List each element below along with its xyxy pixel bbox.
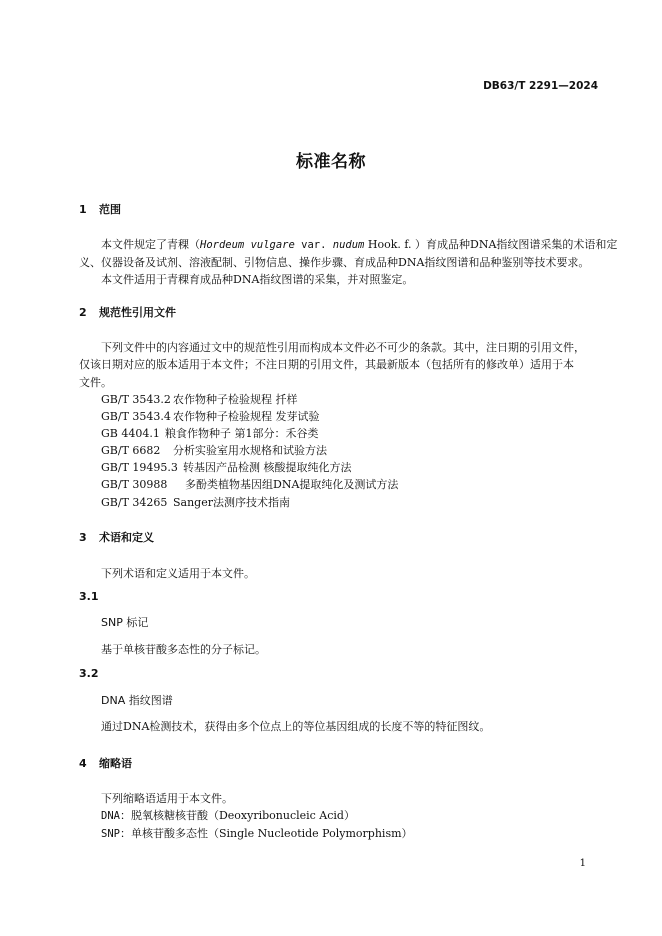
text-span: var. [294,239,333,251]
scope-paragraph-line-2: 义、仪器设备及试剂、溶液配制、引物信息、操作步骤、育成品种DNA指纹图谱和品种鉴别等技术要求。 [79,256,590,269]
references-paragraph-line-1: 下列文件中的内容通过文中的规范性引用而构成本文件必不可少的条款。其中，注日期的引用文件， [101,341,585,354]
abbreviation-meaning: ：脱氧核糖核苷酸（Deoxyribonucleic Acid） [119,809,355,822]
scope-paragraph-line-1 [101,236,617,252]
abbreviation: SNP [101,828,120,840]
reference-title: 农作物种子检验规程 发芽试验 [173,410,320,423]
reference-code: GB/T 3543.4 [101,410,171,423]
reference-item [101,442,327,458]
reference-title: 农作物种子检验规程 扦样 [173,393,298,406]
reference-item [101,408,320,424]
reference-code: GB/T 19495.3 [101,461,178,474]
abbreviation-item [101,807,355,823]
references-paragraph-line-2: 仅该日期对应的版本适用于本文件；不注日期的引用文件，其最新版本（包括所有的修改单）适用于本 [79,358,574,371]
reference-title: 转基因产品检测 核酸提取纯化方法 [183,461,352,474]
reference-code: GB/T 6682 [101,444,161,457]
reference-title: 多酚类植物基因组DNA提取纯化及测试方法 [185,478,399,491]
text-span: Hook. f. ）育成品种DNA指纹图谱采集的术语和定 [364,238,618,251]
section-2-heading [79,304,176,320]
abbreviation: DNA [101,810,120,822]
section-title: 缩略语 [99,757,132,770]
term-definition: 通过DNA检测技术，获得由多个位点上的等位基因组成的长度不等的特征图纹。 [101,720,491,733]
term-name: SNP 标记 [101,616,149,629]
reference-code: GB 4404.1 [101,427,160,440]
reference-item [101,391,298,407]
section-number: 3 [79,531,87,544]
document-number: DB63/T 2291—2024 [483,80,598,92]
section-title: 规范性引用文件 [99,306,176,319]
abbreviation-meaning: ：单核苷酸多态性（Single Nucleotide Polymorphism） [119,827,413,840]
references-paragraph-line-3: 文件。 [79,376,112,389]
section-number: 1 [79,203,87,216]
terms-intro: 下列术语和定义适用于本文件。 [101,567,255,580]
scope-paragraph-2: 本文件适用于青稞育成品种DNA指纹图谱的采集，并对照鉴定。 [101,273,414,286]
clause-number: 3.2 [79,667,99,680]
section-title: 范围 [99,203,121,216]
term-name: DNA 指纹图谱 [101,694,173,707]
section-title: 术语和定义 [99,531,154,544]
section-3-heading [79,529,154,545]
abbreviation-item [101,825,413,841]
term-definition: 基于单核苷酸多态性的分子标记。 [101,643,266,656]
page-title: 标准名称 [296,152,366,172]
page-number: 1 [579,858,586,869]
reference-code: GB/T 34265 [101,496,168,509]
text-span: 本文件规定了青稞（ [101,238,200,251]
section-1-heading [79,201,121,217]
species-name: Hordeum vulgare [200,239,295,251]
reference-title: 粮食作物种子 第1部分：禾谷类 [165,427,319,440]
reference-item [101,476,398,492]
reference-item [101,494,290,510]
reference-item [101,459,352,475]
section-4-heading [79,755,132,771]
reference-code: GB/T 30988 [101,478,168,491]
variety-name: nudum [332,239,365,251]
reference-item [101,425,319,441]
reference-title: 分析实验室用水规格和试验方法 [173,444,327,457]
abbreviations-intro: 下列缩略语适用于本文件。 [101,792,233,805]
reference-code: GB/T 3543.2 [101,393,171,406]
clause-number: 3.1 [79,590,99,603]
section-number: 4 [79,757,87,770]
reference-title: Sanger法测序技术指南 [173,496,290,509]
section-number: 2 [79,306,87,319]
